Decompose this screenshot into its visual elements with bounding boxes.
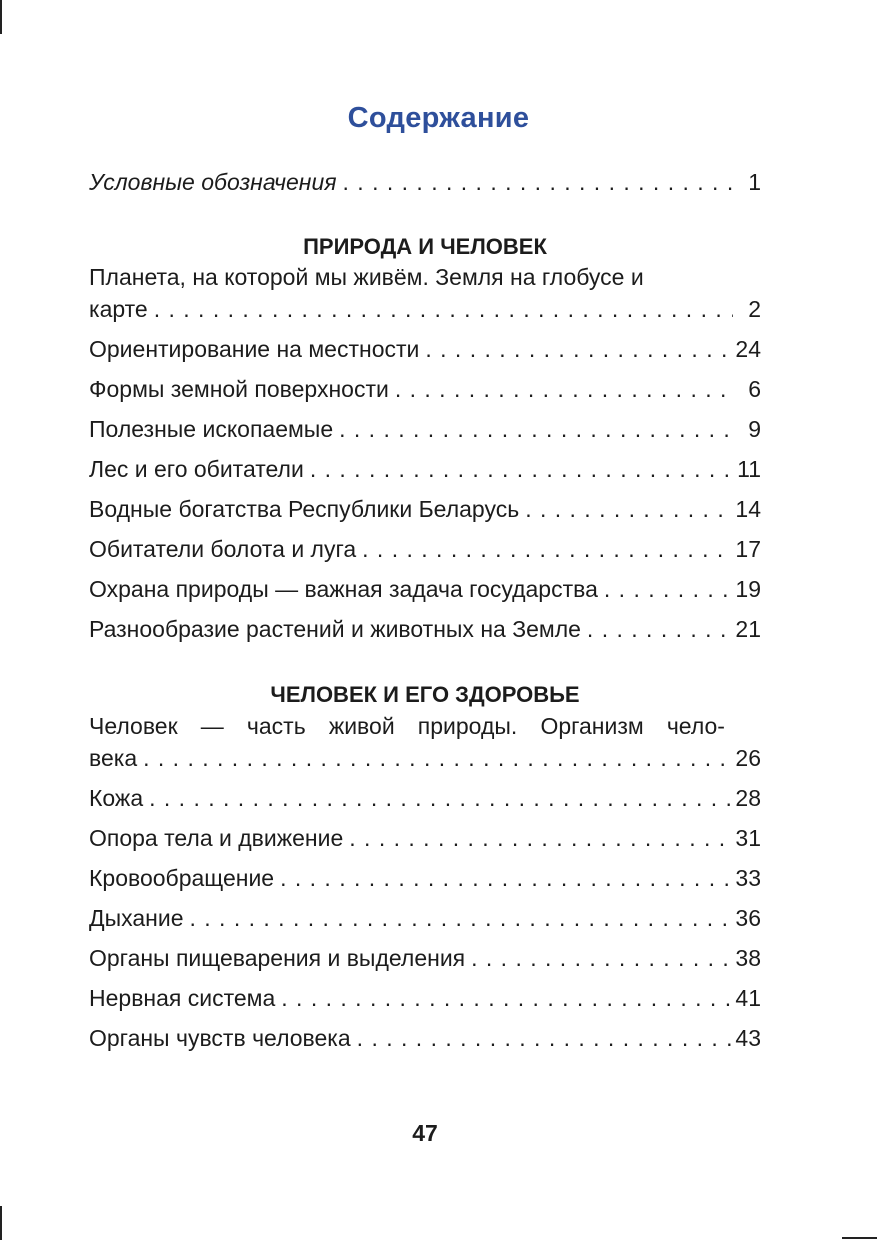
toc-entry-title: Формы земной поверхности — [89, 376, 389, 402]
dot-leader — [604, 574, 732, 604]
dot-leader — [343, 167, 733, 197]
toc-entry[interactable] — [89, 743, 761, 783]
dot-leader — [362, 534, 731, 564]
toc-entry[interactable] — [89, 374, 761, 414]
toc-intro — [89, 167, 761, 207]
toc-entry-title: Кожа — [89, 785, 144, 811]
toc-entry-page: 11 — [737, 456, 761, 482]
toc-entry-title: Опора тела и движение — [89, 825, 344, 851]
toc-entry-title: Разнообразие растений и животных на Земле — [89, 616, 581, 642]
section-heading-human: ЧЕЛОВЕК И ЕГО ЗДОРОВЬЕ — [270, 682, 580, 707]
dot-leader — [339, 414, 733, 444]
word: Человек — [89, 713, 178, 739]
word: — — [200, 713, 224, 739]
toc-entry-page: 9 — [748, 416, 761, 442]
dot-leader — [149, 783, 731, 813]
dot-leader — [189, 903, 731, 933]
toc-entry[interactable] — [89, 783, 761, 823]
toc-entry-title: Полезные ископаемые — [89, 416, 334, 442]
toc-entry[interactable] — [89, 614, 761, 654]
dot-leader — [357, 1023, 732, 1053]
dot-leader — [310, 454, 733, 484]
toc-entry-title: Условные обозначения — [89, 169, 337, 195]
toc-entry-page: 1 — [748, 169, 761, 195]
toc-entry-page: 36 — [735, 905, 761, 931]
dot-leader — [154, 294, 733, 324]
toc-entry-page: 28 — [735, 785, 761, 811]
toc-section-nature — [89, 262, 761, 654]
dot-leader — [281, 983, 731, 1013]
toc-entry[interactable] — [89, 334, 761, 374]
dot-leader — [143, 743, 731, 773]
toc-entry-page: 41 — [735, 985, 761, 1011]
word: живой — [328, 713, 395, 739]
section-heading-nature: ПРИРОДА И ЧЕЛОВЕК — [303, 234, 547, 259]
toc-entry[interactable] — [89, 414, 761, 454]
toc-entry-page: 14 — [735, 496, 761, 522]
dot-leader — [349, 823, 731, 853]
word: Организм — [540, 713, 644, 739]
toc-entry-title: Лес и его обитатели — [89, 456, 304, 482]
toc-entry-first-line: Планета, на которой мы живём. Земля на глобусе и — [89, 264, 644, 290]
dot-leader — [587, 614, 731, 644]
toc-entry[interactable] — [89, 863, 761, 903]
toc-entry-page: 19 — [735, 576, 761, 602]
toc-entry-title: Водные богатства Республики Беларусь — [89, 496, 520, 522]
toc-entry-title: Органы пищеварения и выделения — [89, 945, 466, 971]
toc-entry[interactable] — [89, 294, 761, 334]
toc-entry-title: Дыхание — [89, 905, 184, 931]
toc-entry[interactable] — [89, 1023, 761, 1063]
crop-mark-top-left — [0, 0, 2, 34]
toc-entry-page: 31 — [735, 825, 761, 851]
toc-entry-title: Органы чувств человека — [89, 1025, 351, 1051]
crop-mark-bottom-right — [842, 1237, 877, 1239]
toc-section-human — [89, 711, 761, 1063]
toc-entry[interactable] — [89, 167, 761, 207]
toc-entry[interactable] — [89, 454, 761, 494]
toc-entry-page: 24 — [735, 336, 761, 362]
toc-entry[interactable] — [89, 534, 761, 574]
toc-entry[interactable] — [89, 574, 761, 614]
dot-leader — [525, 494, 731, 524]
word: природы. — [417, 713, 518, 739]
page-title: Содержание — [347, 102, 530, 134]
word: чело- — [666, 713, 725, 739]
toc-entry-title: Кровообращение — [89, 865, 275, 891]
dot-leader — [471, 943, 731, 973]
crop-mark-bottom-left — [0, 1206, 2, 1240]
dot-leader — [425, 334, 731, 364]
toc-entry-page: 17 — [735, 536, 761, 562]
page-number: 47 — [412, 1120, 438, 1146]
toc-entry-title: Ориентирование на местности — [89, 336, 420, 362]
dot-leader — [280, 863, 731, 893]
toc-entry[interactable] — [89, 903, 761, 943]
dot-leader — [395, 374, 733, 404]
toc-entry-page: 38 — [735, 945, 761, 971]
toc-entry-page: 26 — [735, 745, 761, 771]
toc-entry-title: Нервная система — [89, 985, 276, 1011]
toc-entry[interactable] — [89, 983, 761, 1023]
toc-entry-page: 33 — [735, 865, 761, 891]
toc-entry-title: Охрана природы — важная задача государства — [89, 576, 598, 602]
toc-entry-page: 43 — [735, 1025, 761, 1051]
toc-entry-page: 6 — [748, 376, 761, 402]
toc-entry[interactable] — [89, 823, 761, 863]
toc-entry[interactable] — [89, 494, 761, 534]
toc-entry-page: 2 — [748, 296, 761, 322]
toc-entry-page: 21 — [735, 616, 761, 642]
toc-entry-title: века — [89, 745, 138, 771]
toc-entry[interactable] — [89, 943, 761, 983]
toc-entry-title: карте — [89, 296, 148, 322]
toc-entry-title: Обитатели болота и луга — [89, 536, 357, 562]
word: часть — [246, 713, 306, 739]
